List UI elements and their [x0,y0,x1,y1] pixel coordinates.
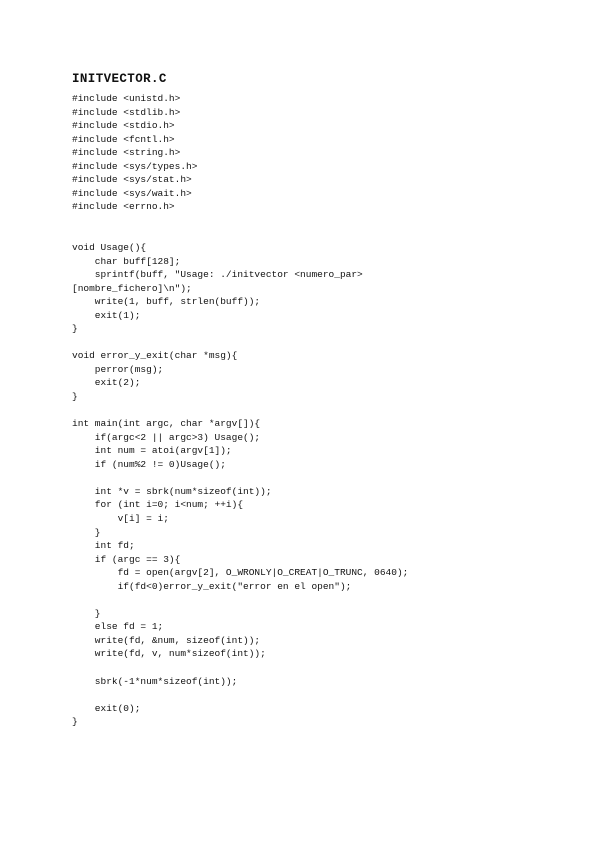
code-line: exit(2); [72,377,141,389]
code-line: v[i] = i; [72,512,169,524]
code-line: #include <sys/stat.h> [72,174,192,186]
code-line: #include <fcntl.h> [72,133,175,145]
code-line: [nombre_fichero]\n"); [72,282,192,294]
code-line [72,214,572,228]
code-line: #include <sys/types.h> [72,160,198,172]
document-title: INITVECTOR.C [72,72,167,86]
code-line: int num = atoi(argv[1]); [72,445,232,457]
code-line: } [72,323,78,335]
code-line: int main(int argc, char *argv[]){ [72,418,261,430]
code-line: write(fd, v, num*sizeof(int)); [72,648,266,660]
code-line: } [72,607,101,619]
code-line: #include <string.h> [72,147,181,159]
code-line: if(argc<2 || argc>3) Usage(); [72,431,261,443]
code-line: exit(0); [72,702,141,714]
code-line: #include <errno.h> [72,201,175,213]
code-line: if (num%2 != 0)Usage(); [72,458,226,470]
document-page [72,72,572,729]
code-line: } [72,526,101,538]
code-line: else fd = 1; [72,621,164,633]
code-line: write(1, buff, strlen(buff)); [72,296,261,308]
code-line: int *v = sbrk(num*sizeof(int)); [72,485,272,497]
code-line: sbrk(-1*num*sizeof(int)); [72,675,238,687]
code-line: char buff[128]; [72,255,181,267]
code-line [72,688,572,702]
code-line: perror(msg); [72,363,164,375]
code-line: #include <unistd.h> [72,93,181,104]
code-line: for (int i=0; i<num; ++i){ [72,499,244,511]
code-line: void Usage(){ [72,242,147,254]
code-line: write(fd, &num, sizeof(int)); [72,634,261,646]
code-line: } [72,391,78,403]
code-line [72,471,572,485]
code-line: if(fd<0)error_y_exit("error en el open"); [72,580,352,592]
code-block [72,92,572,729]
code-line: } [72,716,78,728]
code-line [72,661,572,675]
code-line: int fd; [72,540,135,552]
code-line [72,593,572,607]
code-line: sprintf(buff, "Usage: ./initvector <numero_par> [72,269,363,281]
code-line: fd = open(argv[2], O_WRONLY|O_CREAT|O_TRUNC, 0640); [72,567,409,579]
code-line: #include <sys/wait.h> [72,187,192,199]
code-line: exit(1); [72,309,141,321]
code-line [72,336,572,350]
code-line [72,227,572,241]
code-line: #include <stdio.h> [72,120,175,132]
code-line: void error_y_exit(char *msg){ [72,350,238,362]
code-line [72,404,572,418]
code-line: #include <stdlib.h> [72,106,181,118]
code-line: if (argc == 3){ [72,553,181,565]
